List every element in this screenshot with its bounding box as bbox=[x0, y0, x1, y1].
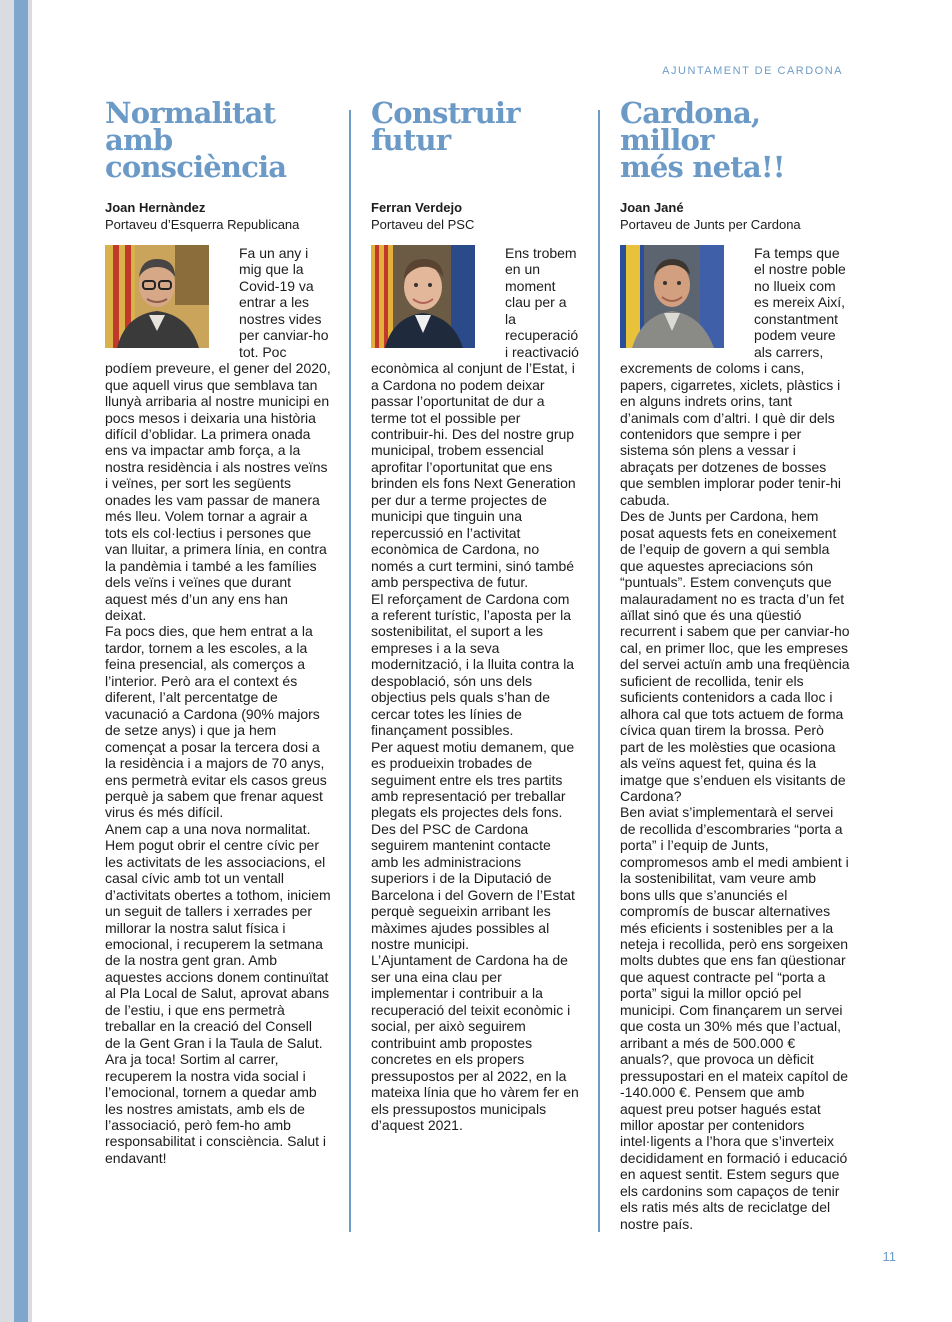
article-title: Construir futur bbox=[371, 96, 520, 157]
author-photo bbox=[371, 245, 475, 348]
article-body: Fa temps que el nostre poble no llueix com es mereix Així, constantment podem veure als carrers, excrements de coloms i cans, papers, cigarretes, xiclets, plàstics i en alguns indrets orins, tant d’animals com d’altri. I què dir dels contenidors que sempre i per sistema són plens a vessar i abraçats per dotzenes de bosses que semblen implorar poder tenir-hi cabuda. Des de Junts per Cardona, hem posat aquests fets en coneixement de l’equip de govern a qui sembla que aquestes apreciacions són “puntuals”. Estem convençuts que malauradament no es tracta d’un fet aïllat sinó que és una qüestió recurrent i sabem que per canviar-ho cal, en primer lloc, que les empreses del servei actuïn amb una freqüència suficient de recollida, tenir els suficients contenidors a cada lloc i alhora cal que tots actuem de forma cívica quan tirem la brossa. Però part de les molèsties que ocasiona als veïns aquest fet, quina és la imatge que s’enduen els visitants de Cardona? Ben aviat s’implementarà el servei de recollida d’escombraries “porta a porta” i l’equip de Junts, compromesos amb el medi ambient i la sostenibilitat, vam veure amb bons ulls que s’anunciés el compromís de buscar alternatives més eficients i sostenibles per a la neteja i recollida, però ens sorgeixen molts dubtes que ens fan qüestionar que aquest contracte pel “porta a porta” sigui la millor opció pel municipi. Com finançarem un servei que costa un 30% més que l’actual, arribant a més de 500.000 € anuals?, que provoca un dèficit pressupostari en el mateix capítol de -140.000 €. Pensem que amb aquest preu potser hagués estat millor apostar per contenidors intel·ligents a l’hora que s’inverteix decididament en formació i educació en aquest sentit. Estem segurs que els cardonins som capaços de tenir els ratis més alts de reciclatge del nostre país. bbox=[620, 245, 850, 1232]
opinion-column-erc bbox=[105, 96, 331, 1166]
article-title: Normalitat amb consciència bbox=[105, 96, 287, 184]
column-divider-1 bbox=[349, 110, 351, 1232]
author-role: Portaveu de Junts per Cardona bbox=[620, 217, 801, 232]
author-photo bbox=[620, 245, 724, 348]
author-role: Portaveu d’Esquerra Republicana bbox=[105, 217, 300, 232]
author-name: Joan Jané bbox=[620, 200, 684, 215]
opinion-column-psc bbox=[371, 96, 579, 1134]
opinion-column-junts bbox=[620, 96, 850, 1232]
column-divider-2 bbox=[598, 110, 600, 1232]
binding-spine bbox=[0, 0, 32, 1322]
author-name: Joan Hernàndez bbox=[105, 200, 206, 215]
author-role: Portaveu del PSC bbox=[371, 217, 475, 232]
page-number: 11 bbox=[882, 1249, 896, 1264]
author-name: Ferran Verdejo bbox=[371, 200, 463, 215]
article-body: Ens trobem en un moment clau per a la recuperació i reactivació econòmica al conjunt de l’Estat, i a Cardona no podem deixar passar l’oportunitat de dur a terme tot el possible per contribuir-hi. Des del nostre grup municipal, trobem essencial aprofitar l’oportunitat que ens brinden els fons Next Generation per dur a terme projectes de municipi que tinguin una repercussió en l’activitat econòmica de Cardona, no només a curt termini, sinó també amb perspectiva de futur. El reforçament de Cardona com a referent turístic, l’aposta per la sostenibilitat, el suport a les empreses i a la seva modernització, i la lluita contra la despoblació, són uns dels objectius pels quals s’han de cercar totes les línies de finançament possibles. Per aquest motiu demanem, que es produeixin trobades de seguiment entre els tres partits amb representació per treballar plegats els projectes dels fons. Des del PSC de Cardona seguirem mantenint contacte amb les administracions superiors i de la Diputació de Barcelona i del Govern de l’Estat perquè segueixin arribant les màximes ajudes possibles al nostre municipi. L’Ajuntament de Cardona ha de ser una eina clau per implementar i contribuir a la recuperació del teixit econòmic i social, per això seguirem contribuint amb propostes concretes en els propers pressupostos per al 2022, en la mateixa línia que ho vàrem fer en els pressupostos municipals d’aquest 2021. bbox=[371, 245, 579, 1134]
article-body: Fa un any i mig que la Covid-19 va entrar a les nostres vides per canviar-ho tot. Poc podíem preveure, el gener del 2020, que aquell virus que semblava tan llunyà arribaria al nostre municipi en pocs mesos i deixaria una història difícil d’oblidar. La primera onada ens va impactar amb força, a la nostra residència i als nostres veïns i veïnes, per sort les següents onades les vam passar de manera més lleu. Volem tornar a agrair a tots els col·lectius i persones que van lluitar, a primera línia, en contra la pandèmia i també a les famílies dels veïns i veïnes que durant aquest més d’un any ens han deixat. Fa pocs dies, que hem entrat a la tardor, tornem a les escoles, a la feina presencial, als comerços a l’interior. Però ara el context és diferent, l’alt percentatge de vacunació a Cardona (90% majors de setze anys) i que ja hem començat a posar la tercera dosi a la residència i a majors de 70 anys, ens permetrà evitar els casos greus perquè ja sabem que frenar aquest virus és més difícil. Anem cap a una nova normalitat. Hem pogut obrir el centre cívic per les activitats de les associacions, el casal cívic amb tot un ventall d’activitats obertes a tothom, iniciem un seguit de tallers i xerrades per millorar la nostra salut física i emocional, i recuperem la setmana de la nostra gent gran. Amb aquestes accions donem continuïtat al Pla Local de Salut, aprovat abans de l’estiu, i que ens permetrà treballar en la creació del Consell de la Gent Gran i la Taula de Salut. Ara ja toca! Sortim al carrer, recuperem la nostra vida social i l’emocional, tornem a quedar amb les nostres amistats, amb els de l’associació, però fem-ho amb responsabilitat i consciència. Salut i endavant! bbox=[105, 245, 331, 1166]
publication-header: AJUNTAMENT DE CARDONA bbox=[662, 65, 843, 77]
spine-accent-bar bbox=[14, 0, 28, 1322]
article-title: Cardona, millor més neta!! bbox=[620, 96, 785, 184]
author-photo bbox=[105, 245, 209, 348]
